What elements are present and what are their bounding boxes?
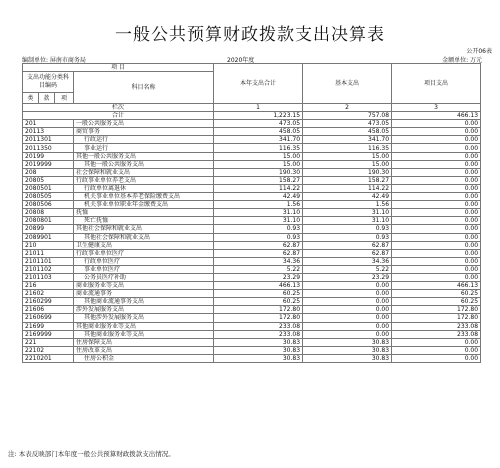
rank-2: 2	[303, 104, 392, 112]
cell-name: 行政单位医疗	[74, 257, 214, 265]
cell-name: 事业运行	[74, 144, 214, 152]
cell-project: 60.25	[392, 290, 481, 298]
cell-name: 商贸事务	[74, 128, 214, 136]
header-subject-name: 科目名称	[74, 72, 214, 104]
cell-code: 216	[23, 282, 74, 290]
cell-project: 0.00	[392, 209, 481, 217]
cell-name: 商业流通事务	[74, 290, 214, 298]
table-row	[23, 338, 481, 346]
cell-code: 208	[23, 168, 74, 176]
cell-code: 221	[23, 338, 74, 346]
cell-basic: 31.10	[303, 217, 392, 225]
cell-basic: 42.49	[303, 193, 392, 201]
cell-name: 其他涉外发展服务支出	[74, 314, 214, 322]
header-row-item	[23, 64, 481, 72]
cell-name: 住房保障支出	[74, 338, 214, 346]
sum-row	[23, 112, 481, 120]
cell-basic: 15.00	[303, 152, 392, 160]
cell-total: 15.00	[214, 160, 303, 168]
table-row	[23, 265, 481, 273]
cell-project: 0.00	[392, 144, 481, 152]
header-project: 项目支出	[392, 64, 481, 104]
cell-code: 2080505	[23, 193, 74, 201]
report-year: 2020年度	[227, 57, 255, 64]
cell-name: 其他一般公共服务支出	[74, 152, 214, 160]
table-row	[23, 241, 481, 249]
table-row	[23, 257, 481, 265]
cell-total: 0.93	[214, 233, 303, 241]
cell-project: 0.00	[392, 354, 481, 362]
header-code-group: 支出功能分类科目编码	[23, 72, 74, 93]
cell-name: 其他社会保障和就业支出	[74, 225, 214, 233]
cell-total: 60.25	[214, 298, 303, 306]
table-row	[23, 249, 481, 257]
header-entry: 项	[55, 93, 74, 104]
sum-label: 合计	[23, 112, 214, 120]
cell-code: 2080506	[23, 201, 74, 209]
cell-project: 0.00	[392, 176, 481, 184]
cell-basic: 114.22	[303, 184, 392, 192]
cell-total: 30.83	[214, 346, 303, 354]
cell-code: 2101103	[23, 273, 74, 281]
cell-total: 116.35	[214, 144, 303, 152]
cell-total: 233.08	[214, 330, 303, 338]
cell-total: 30.83	[214, 338, 303, 346]
table-row	[23, 168, 481, 176]
cell-code: 2089901	[23, 233, 74, 241]
cell-code: 2160299	[23, 298, 74, 306]
cell-code: 2011350	[23, 144, 74, 152]
cell-name: 一般公共服务支出	[74, 120, 214, 128]
table-row	[23, 354, 481, 362]
cell-name: 公务员医疗补助	[74, 273, 214, 281]
cell-total: 158.27	[214, 176, 303, 184]
table-row	[23, 282, 481, 290]
cell-basic: 1.56	[303, 201, 392, 209]
cell-total: 473.05	[214, 120, 303, 128]
cell-code: 20113	[23, 128, 74, 136]
cell-name: 其他商业服务业等支出	[74, 330, 214, 338]
cell-total: 0.93	[214, 225, 303, 233]
cell-basic: 473.05	[303, 120, 392, 128]
table-row	[23, 128, 481, 136]
cell-project: 0.00	[392, 201, 481, 209]
cell-total: 15.00	[214, 152, 303, 160]
cell-total: 466.13	[214, 282, 303, 290]
cell-name: 其他商业流通事务支出	[74, 298, 214, 306]
table-row	[23, 152, 481, 160]
report-title: 一般公共预算财政拨款支出决算表	[115, 25, 385, 45]
cell-code: 21602	[23, 290, 74, 298]
cell-basic: 0.00	[303, 298, 392, 306]
cell-project: 0.00	[392, 273, 481, 281]
cell-code: 2011301	[23, 136, 74, 144]
table-row	[23, 322, 481, 330]
cell-total: 31.10	[214, 217, 303, 225]
rank-label: 栏次	[23, 104, 214, 112]
table-row	[23, 209, 481, 217]
cell-name: 涉外发展服务支出	[74, 306, 214, 314]
unit-label: 编制单位: 屏南市商务局	[22, 57, 86, 64]
cell-project: 0.00	[392, 193, 481, 201]
cell-total: 1.56	[214, 201, 303, 209]
cell-name: 死亡抚恤	[74, 217, 214, 225]
cell-basic: 0.00	[303, 306, 392, 314]
cell-project: 0.00	[392, 184, 481, 192]
cell-basic: 34.36	[303, 257, 392, 265]
cell-project: 0.00	[392, 338, 481, 346]
cell-basic: 458.05	[303, 128, 392, 136]
cell-name: 机关事业单位基本养老保险缴费支出	[74, 193, 214, 201]
table-row	[23, 184, 481, 192]
cell-project: 0.00	[392, 160, 481, 168]
table-row	[23, 160, 481, 168]
cell-code: 22102	[23, 346, 74, 354]
rank-3: 3	[392, 104, 481, 112]
cell-basic: 30.83	[303, 346, 392, 354]
header-total: 本年支出合计	[214, 64, 303, 104]
header-basic: 基本支出	[303, 64, 392, 104]
cell-name: 商业服务业等支出	[74, 282, 214, 290]
cell-basic: 5.22	[303, 265, 392, 273]
cell-code: 2101101	[23, 257, 74, 265]
cell-project: 0.00	[392, 136, 481, 144]
table-row	[23, 120, 481, 128]
table-row	[23, 144, 481, 152]
form-number: 公开06表	[466, 48, 492, 55]
table-row	[23, 176, 481, 184]
cell-name: 住房公积金	[74, 354, 214, 362]
cell-total: 5.22	[214, 265, 303, 273]
cell-basic: 31.10	[303, 209, 392, 217]
cell-project: 0.00	[392, 346, 481, 354]
cell-basic: 0.00	[303, 330, 392, 338]
cell-code: 21699	[23, 322, 74, 330]
header-section: 款	[39, 93, 55, 104]
cell-code: 2080801	[23, 217, 74, 225]
cell-code: 2101102	[23, 265, 74, 273]
cell-total: 31.10	[214, 209, 303, 217]
cell-name: 其他社会保障和就业支出	[74, 233, 214, 241]
cell-total: 341.70	[214, 136, 303, 144]
sum-project: 466.13	[392, 112, 481, 120]
header-item: 项 目	[23, 64, 214, 72]
cell-total: 114.22	[214, 184, 303, 192]
table-row	[23, 298, 481, 306]
cell-basic: 190.30	[303, 168, 392, 176]
cell-code: 201	[23, 120, 74, 128]
cell-project: 172.80	[392, 306, 481, 314]
table-row	[23, 330, 481, 338]
cell-code: 20805	[23, 176, 74, 184]
cell-basic: 0.00	[303, 282, 392, 290]
cell-name: 事业单位医疗	[74, 265, 214, 273]
cell-basic: 0.00	[303, 322, 392, 330]
cell-total: 34.36	[214, 257, 303, 265]
cell-basic: 116.35	[303, 144, 392, 152]
cell-project: 0.00	[392, 241, 481, 249]
cell-name: 卫生健康支出	[74, 241, 214, 249]
rank-1: 1	[214, 104, 303, 112]
cell-code: 21011	[23, 249, 74, 257]
cell-total: 42.49	[214, 193, 303, 201]
table-row	[23, 225, 481, 233]
footnote: 注: 本表反映部门本年度一般公共预算财政拨款支出情况。	[8, 450, 175, 458]
cell-project: 0.00	[392, 265, 481, 273]
cell-total: 62.87	[214, 249, 303, 257]
cell-name: 住房改革支出	[74, 346, 214, 354]
table-row	[23, 136, 481, 144]
cell-code: 20899	[23, 225, 74, 233]
cell-project: 0.00	[392, 249, 481, 257]
cell-basic: 0.00	[303, 314, 392, 322]
cell-basic: 30.83	[303, 354, 392, 362]
cell-name: 行政事业单位医疗	[74, 249, 214, 257]
cell-basic: 0.00	[303, 290, 392, 298]
table-row	[23, 193, 481, 201]
cell-project: 0.00	[392, 217, 481, 225]
cell-project: 0.00	[392, 257, 481, 265]
cell-total: 458.05	[214, 128, 303, 136]
table-row	[23, 217, 481, 225]
cell-project: 0.00	[392, 128, 481, 136]
table-row	[23, 346, 481, 354]
cell-name: 其他商业服务业等支出	[74, 322, 214, 330]
cell-project: 0.00	[392, 120, 481, 128]
cell-basic: 23.29	[303, 273, 392, 281]
rank-row	[23, 104, 481, 112]
header-kind: 类	[23, 93, 39, 104]
cell-code: 2019999	[23, 160, 74, 168]
cell-code: 210	[23, 241, 74, 249]
cell-basic: 341.70	[303, 136, 392, 144]
cell-basic: 30.83	[303, 338, 392, 346]
cell-total: 60.25	[214, 290, 303, 298]
cell-name: 行政事业单位养老支出	[74, 176, 214, 184]
cell-total: 30.83	[214, 354, 303, 362]
table-row	[23, 314, 481, 322]
cell-name: 抚恤	[74, 209, 214, 217]
cell-name: 行政运行	[74, 136, 214, 144]
cell-code: 20199	[23, 152, 74, 160]
cell-project: 0.00	[392, 168, 481, 176]
cell-code: 2160699	[23, 314, 74, 322]
table-body	[23, 64, 481, 363]
cell-project: 0.00	[392, 152, 481, 160]
cell-project: 466.13	[392, 282, 481, 290]
cell-total: 62.87	[214, 241, 303, 249]
cell-code: 21606	[23, 306, 74, 314]
cell-total: 172.80	[214, 314, 303, 322]
cell-basic: 0.93	[303, 233, 392, 241]
cell-project: 233.08	[392, 330, 481, 338]
cell-total: 233.08	[214, 322, 303, 330]
expenditure-table	[22, 63, 481, 363]
cell-code: 2210201	[23, 354, 74, 362]
cell-total: 23.29	[214, 273, 303, 281]
amount-unit: 金额单位: 万元	[442, 57, 482, 64]
cell-basic: 15.00	[303, 160, 392, 168]
cell-code: 2169999	[23, 330, 74, 338]
cell-name: 社会保障和就业支出	[74, 168, 214, 176]
table-row	[23, 290, 481, 298]
table-row	[23, 273, 481, 281]
cell-project: 60.25	[392, 298, 481, 306]
cell-basic: 158.27	[303, 176, 392, 184]
cell-total: 172.80	[214, 306, 303, 314]
table-row	[23, 306, 481, 314]
cell-project: 0.00	[392, 233, 481, 241]
cell-code: 2080501	[23, 184, 74, 192]
cell-project: 233.08	[392, 322, 481, 330]
cell-code: 20808	[23, 209, 74, 217]
cell-name: 其他一般公共服务支出	[74, 160, 214, 168]
cell-basic: 62.87	[303, 249, 392, 257]
cell-basic: 0.93	[303, 225, 392, 233]
cell-name: 行政单位离退休	[74, 184, 214, 192]
cell-project: 0.00	[392, 225, 481, 233]
sum-basic: 757.08	[303, 112, 392, 120]
cell-name: 机关事业单位职业年金缴费支出	[74, 201, 214, 209]
table-row	[23, 233, 481, 241]
cell-total: 190.30	[214, 168, 303, 176]
sum-total: 1,223.15	[214, 112, 303, 120]
cell-project: 172.80	[392, 314, 481, 322]
cell-basic: 62.87	[303, 241, 392, 249]
table-row	[23, 201, 481, 209]
